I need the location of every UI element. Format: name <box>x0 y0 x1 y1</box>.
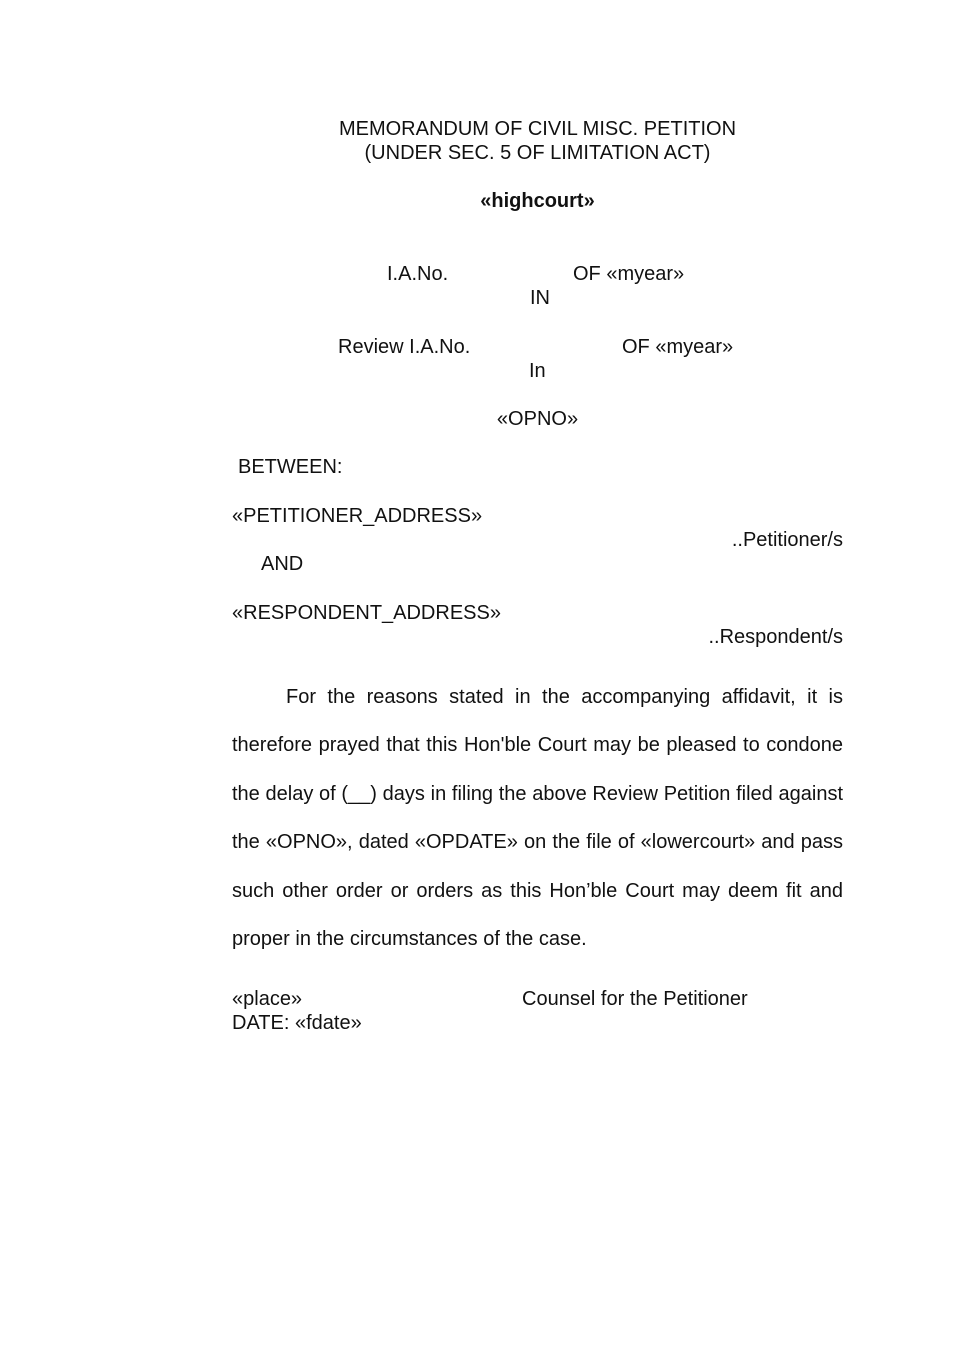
in-upper: IN <box>530 287 550 309</box>
between-label: BETWEEN: <box>238 456 343 478</box>
opno: «OPNO» <box>496 408 579 430</box>
respondent-address: «RESPONDENT_ADDRESS» <box>232 602 501 624</box>
memorandum-subtitle: (UNDER SEC. 5 OF LIMITATION ACT) <box>364 142 711 164</box>
court-name: «highcourt» <box>480 190 595 212</box>
respondent-role: ..Respondent/s <box>708 626 843 648</box>
ia-no-label: I.A.No. <box>387 263 449 285</box>
ia-of-year: OF «myear» <box>573 263 685 285</box>
counsel-signature: Counsel for the Petitioner <box>522 988 748 1010</box>
petitioner-role: ..Petitioner/s <box>731 529 843 551</box>
date-line: DATE: «fdate» <box>232 1012 362 1034</box>
in-lower: In <box>529 360 546 382</box>
petitioner-address: «PETITIONER_ADDRESS» <box>232 505 483 527</box>
place: «place» <box>232 988 303 1010</box>
memorandum-title: MEMORANDUM OF CIVIL MISC. PETITION <box>338 118 737 140</box>
and-label: AND <box>261 553 304 575</box>
prayer-text: For the reasons stated in the accompanying affidavit, it is therefore prayed that this Hon'ble Court may be pleased to condone the delay of (__) days in filing the above Review Petition filed against the «OPNO», dated «OPDATE» on the file of «lowercourt» and pass such other order or orders as this Hon’ble Court may deem fit and proper in the circumstances of the case. <box>232 686 843 951</box>
review-of-year: OF «myear» <box>622 336 734 358</box>
prayer-paragraph <box>232 673 843 963</box>
review-ia-label: Review I.A.No. <box>338 336 471 358</box>
